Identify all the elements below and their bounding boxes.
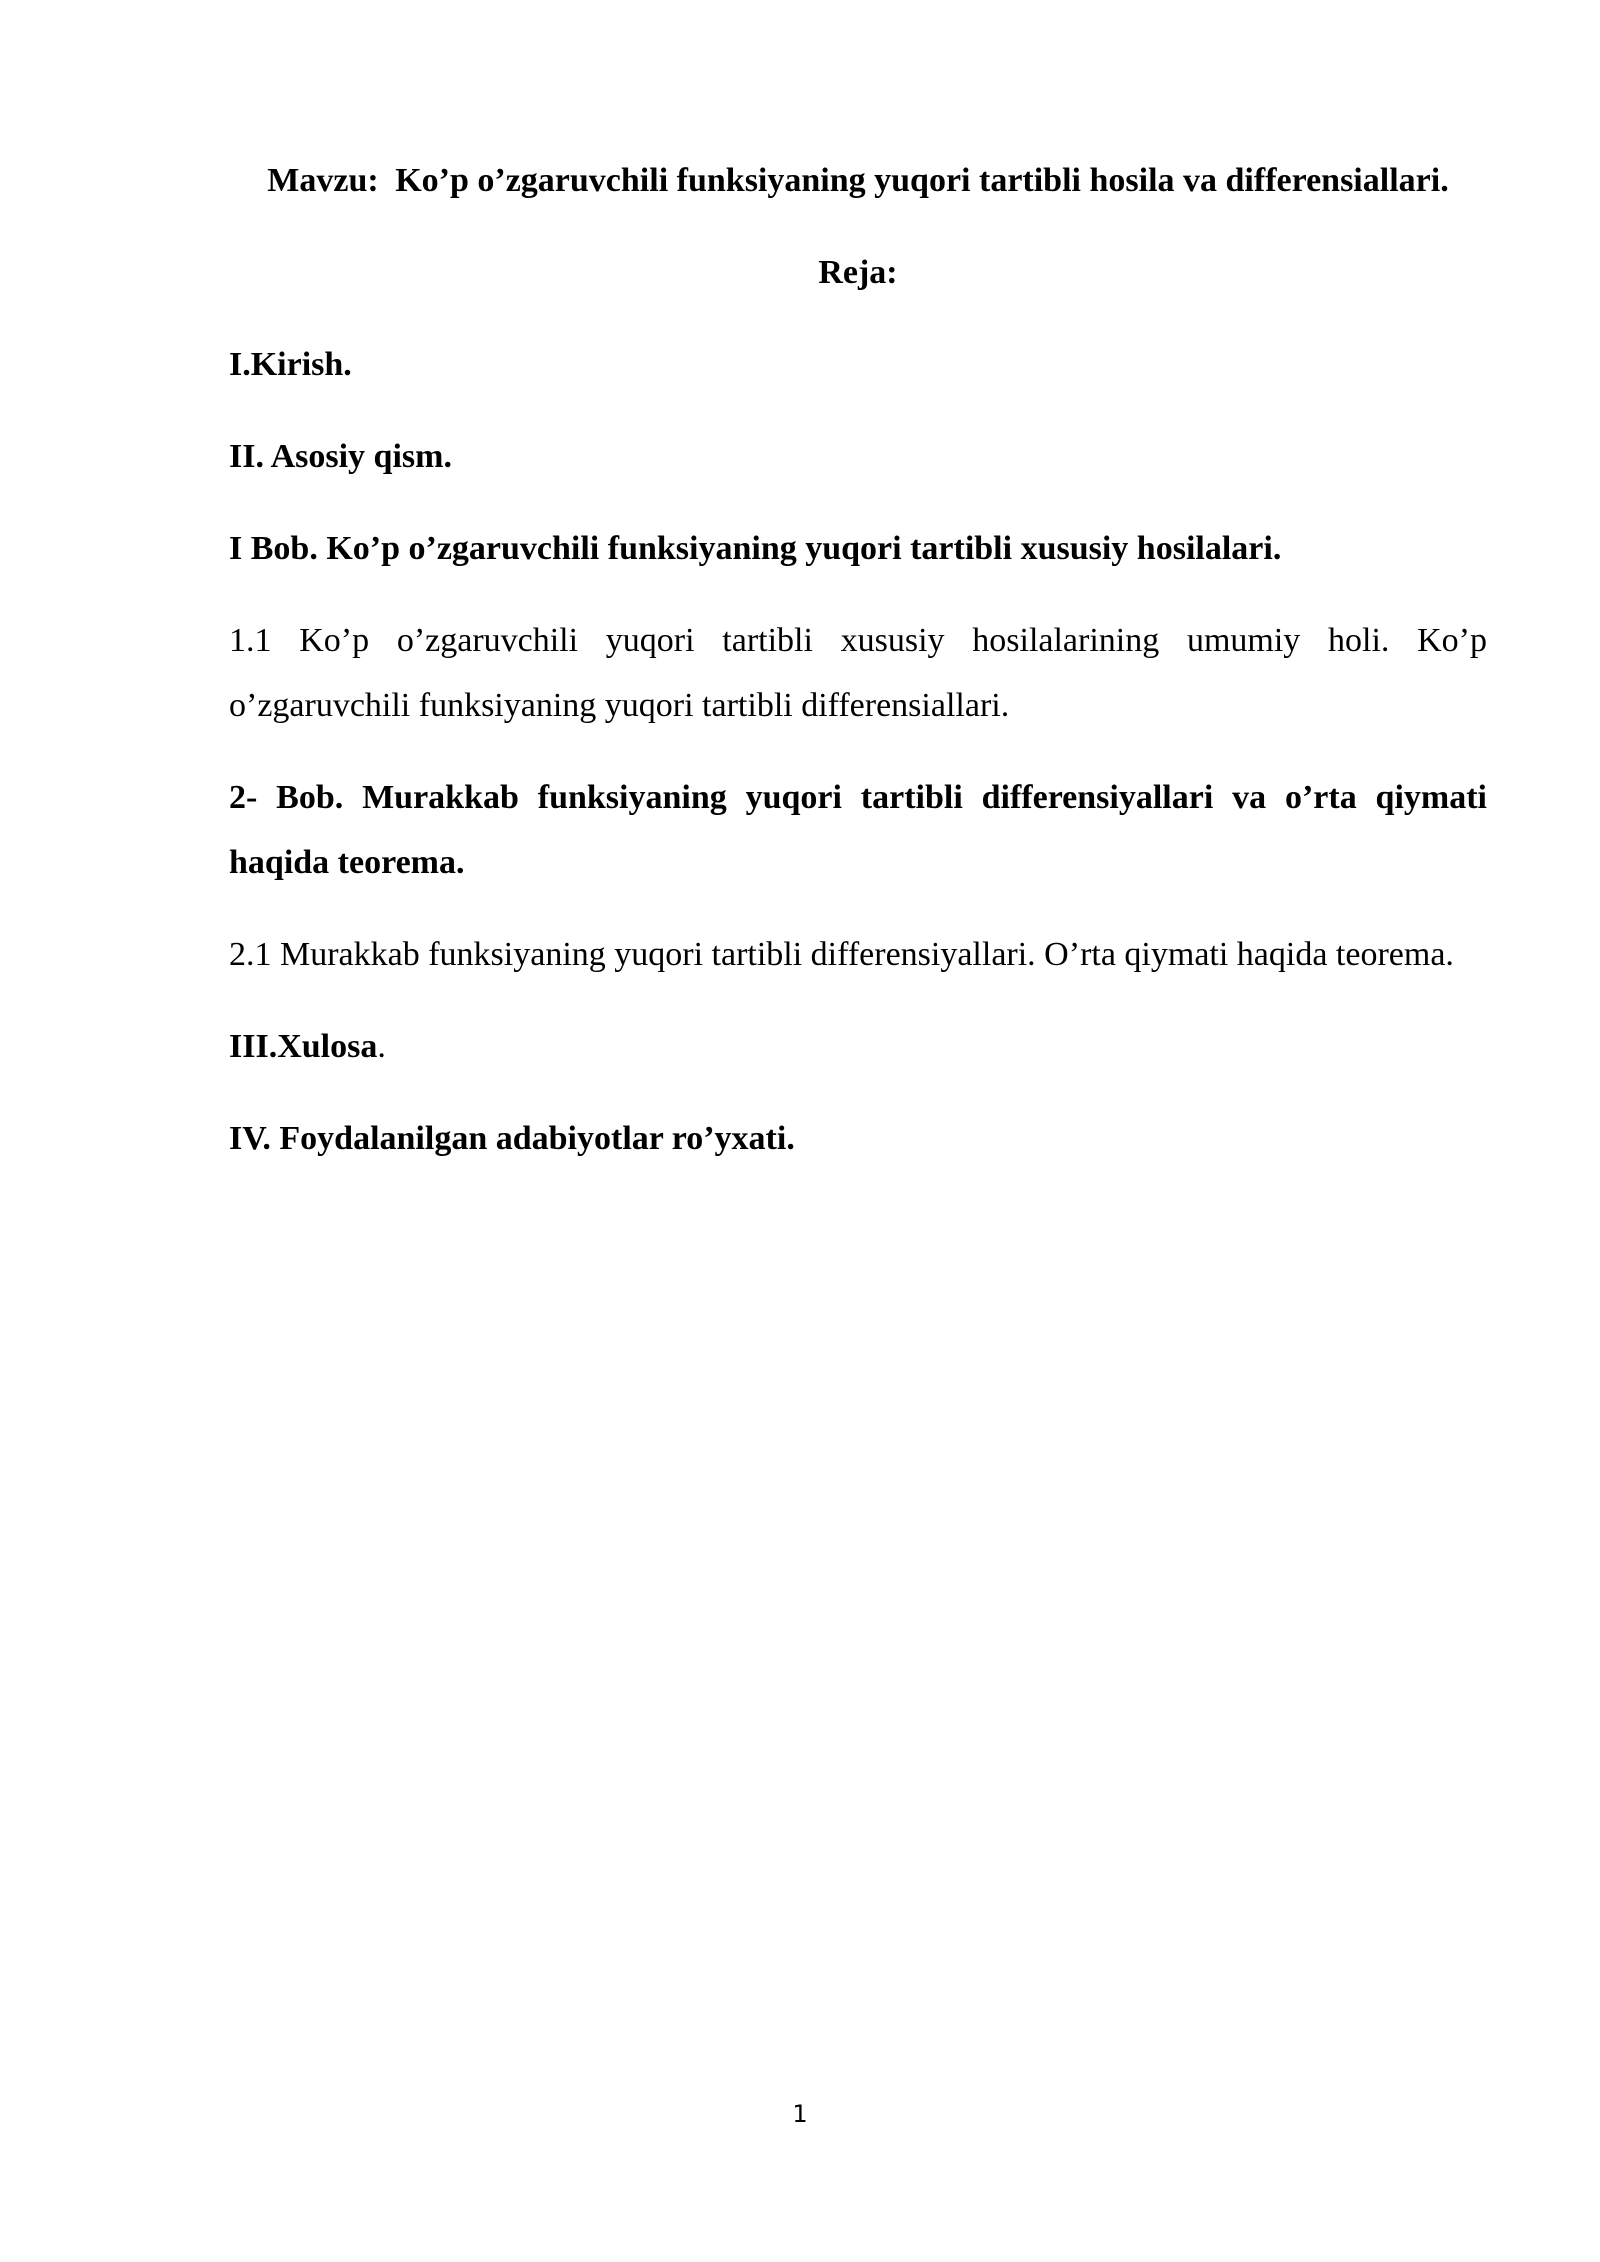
plan-item-chapter-2: 2- Bob. Murakkab funksiyaning yuqori tartibli differensiyallari va o’rta qiymati haqida teorema. xyxy=(229,779,1487,881)
document-title xyxy=(229,148,1487,213)
page-number: 1 xyxy=(792,2100,808,2128)
plan-item-section-1-1: 1.1 Ko’p o’zgaruvchili yuqori tartibli xususiy hosilalarining umumiy holi. Ko’p o’zgaruvchili funksiyaning yuqori tartibli differensiallari. xyxy=(229,622,1487,724)
plan-item-introduction: I.Kirish. xyxy=(229,346,352,383)
plan-item-main-part: II. Asosiy qism. xyxy=(229,438,452,475)
plan-heading: Reja: xyxy=(818,254,898,291)
document-content xyxy=(229,148,1487,1198)
plan-item-chapter-1: I Bob. Ko’p o’zgaruvchili funksiyaning yuqori tartibli xususiy hosilalari. xyxy=(229,530,1282,567)
plan-item-conclusion-label: III.Xulosa xyxy=(229,1028,378,1065)
plan-item-references: IV. Foydalanilgan adabiyotlar ro’yxati. xyxy=(229,1120,795,1157)
plan-item-conclusion-period: . xyxy=(377,1028,386,1065)
plan-item-conclusion xyxy=(229,1014,1487,1079)
title-text: Ko’p o’zgaruvchili funksiyaning yuqori tartibli hosila va differensiallari. xyxy=(395,162,1449,199)
title-label: Mavzu: xyxy=(267,162,379,199)
plan-item-section-2-1: 2.1 Murakkab funksiyaning yuqori tartibli differensiyallari. O’rta qiymati haqida teorema. xyxy=(229,936,1454,973)
